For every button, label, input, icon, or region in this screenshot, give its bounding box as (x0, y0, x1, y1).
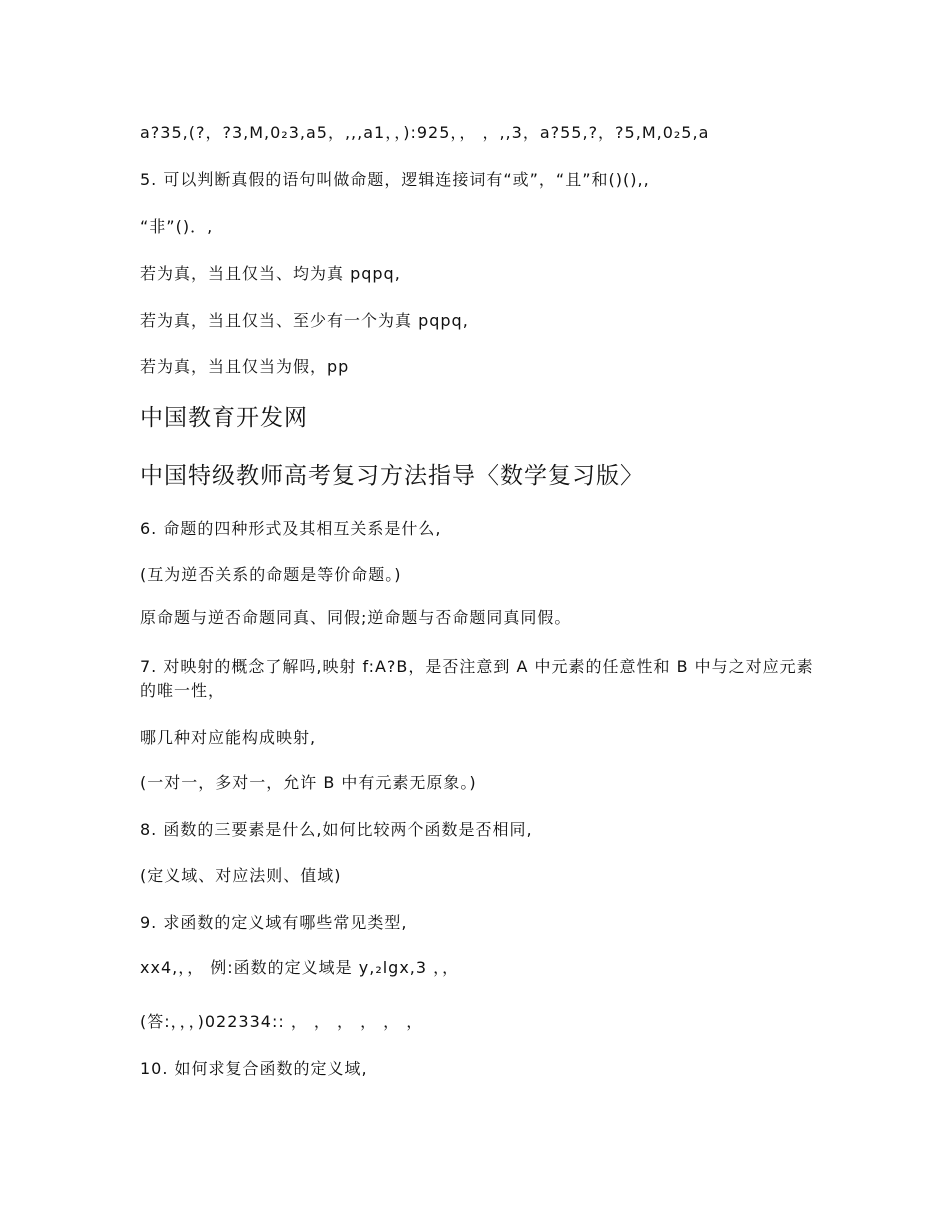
site-heading: 中国教育开发网 (140, 405, 308, 431)
text-line-item-7-question: 哪几种对应能构成映射, (140, 728, 317, 747)
text-line-item-8-answer: (定义域、对应法则、值域) (140, 866, 342, 885)
text-line-formula: a?35,(?，?3,M,0₂3,a5，,,,a1，，):925，， ，,,3，a?55,?，?5,M,0₂5,a (140, 123, 710, 142)
text-line-item-6-answer: (互为逆否关系的命题是等价命题。) (140, 565, 402, 584)
text-line-item-6-detail: 原命题与逆否命题同真、同假;逆命题与否命题同真同假。 (140, 608, 572, 627)
text-line-not: “非”()．, (140, 217, 214, 236)
text-line-item-10: 10. 如何求复合函数的定义域, (140, 1059, 368, 1078)
text-line-item-9-answer: (答:，，，)022334:: ， ， ， ， ， ， (140, 1012, 424, 1031)
text-line-item-6: 6. 命题的四种形式及其相互关系是什么, (140, 519, 442, 538)
text-line-item-7-answer: (一对一，多对一，允许 B 中有元素无原象。) (140, 773, 477, 792)
text-line-item-5: 5. 可以判断真假的语句叫做命题，逻辑连接词有“或”，“且”和()(),, (140, 170, 650, 189)
text-line-or-rule: 若为真，当且仅当、至少有一个为真 pqpq, (140, 311, 469, 330)
text-line-item-8: 8. 函数的三要素是什么,如何比较两个函数是否相同, (140, 820, 533, 839)
text-line-item-7: 7. 对映射的概念了解吗,映射 f:A?B，是否注意到 A 中元素的任意性和 B 中与之对应元素的唯一性， (140, 657, 814, 700)
text-line-and-rule: 若为真，当且仅当、均为真 pqpq, (140, 264, 401, 283)
text-line-item-9-example: xx4,，， 例:函数的定义域是 y,₂lgx,3 ，， (140, 958, 460, 977)
text-line-not-rule: 若为真，当且仅当为假，pp (140, 357, 350, 376)
document-title: 中国特级教师高考复习方法指导〈数学复习版〉 (140, 463, 644, 489)
text-line-item-9: 9. 求函数的定义域有哪些常见类型, (140, 913, 408, 932)
